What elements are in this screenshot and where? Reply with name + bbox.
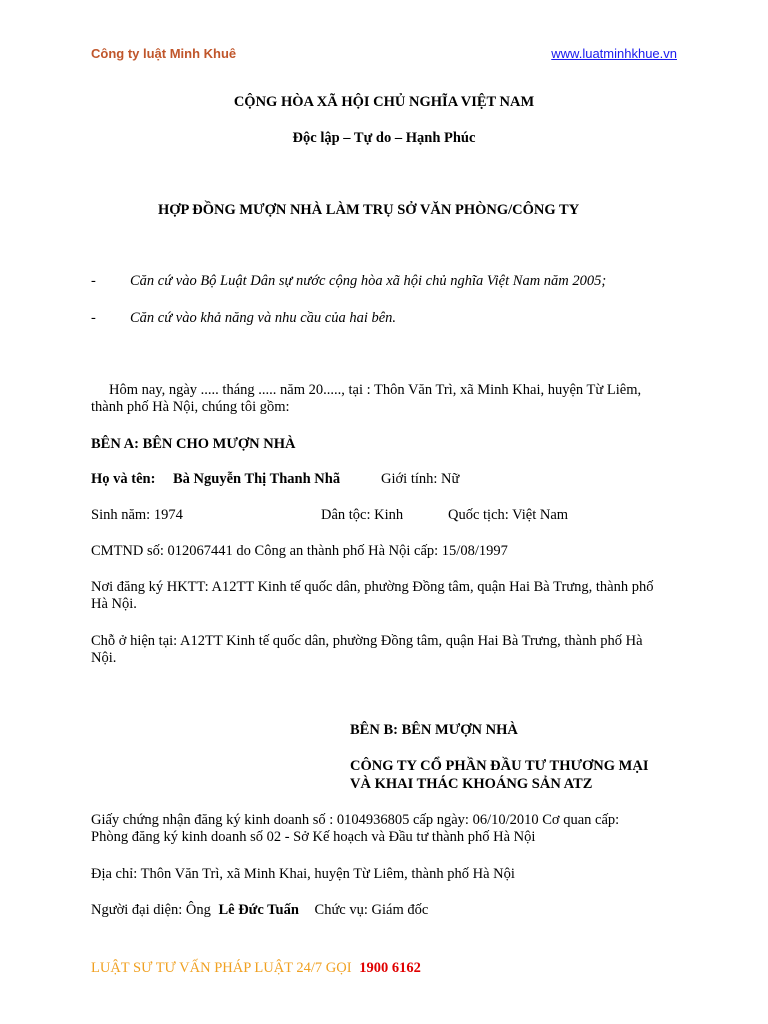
- representative-row: [91, 902, 428, 919]
- country-title: CỘNG HÒA XÃ HỘI CHỦ NGHĨA VIỆT NAM: [233, 94, 535, 110]
- registration-line-1: Nơi đăng ký HKTT: A12TT Kinh tế quốc dân, phường Đồng tâm, quận Hai Bà Trưng, thành phố: [91, 579, 654, 595]
- basis-dash-1: -: [91, 273, 96, 289]
- basis-text-1: Căn cứ vào Bộ Luật Dân sự nước cộng hòa xã hội chủ nghĩa Việt Nam năm 2005;: [130, 273, 607, 289]
- intro-line-2: thành phố Hà Nội, chúng tôi gồm:: [91, 399, 290, 415]
- address: Địa chỉ: Thôn Văn Trì, xã Minh Khai, huyện Từ Liêm, thành phố Hà Nội: [91, 866, 515, 882]
- representative-title: Chức vụ: Giám đốc: [314, 902, 429, 918]
- basis-dash-2: -: [91, 310, 96, 326]
- name-label: Họ và tên:: [91, 471, 156, 487]
- representative-name: Lê Đức Tuấn: [218, 902, 299, 918]
- party-b-company-line-2: VÀ KHAI THÁC KHOÁNG SẢN ATZ: [350, 776, 593, 792]
- motto: Độc lập – Tự do – Hạnh Phúc: [292, 130, 476, 146]
- license-line-2: Phòng đăng ký kinh doanh số 02 - Sở Kế hoạch và Đầu tư thành phố Hà Nội: [91, 829, 536, 845]
- gender: Giới tính: Nữ: [381, 471, 460, 487]
- residence-line-2: Nội.: [91, 650, 117, 666]
- party-b-heading: BÊN B: BÊN MƯỢN NHÀ: [350, 722, 518, 738]
- name-value: Bà Nguyễn Thị Thanh Nhã: [173, 471, 341, 487]
- party-b-company-line-1: CÔNG TY CỔ PHẦN ĐẦU TƯ THƯƠNG MẠI: [350, 758, 649, 774]
- footer-text: LUẬT SƯ TƯ VẤN PHÁP LUẬT 24/7 GỌI: [91, 960, 352, 976]
- footer-hotline: [91, 960, 421, 977]
- basis-text-2: Căn cứ vào khả năng và nhu cầu của hai bên.: [130, 310, 397, 326]
- intro-line-1: Hôm nay, ngày ..... tháng ..... năm 20....., tại : Thôn Văn Trì, xã Minh Khai, huyện Từ Liêm,: [109, 382, 642, 398]
- license-line-1: Giấy chứng nhận đăng ký kinh doanh số : 0104936805 cấp ngày: 06/10/2010 Cơ quan cấp:: [91, 812, 620, 828]
- representative-label: Người đại diện: Ông: [91, 902, 211, 918]
- id-card: CMTND số: 012067441 do Công an thành phố Hà Nội cấp: 15/08/1997: [91, 543, 508, 559]
- registration-line-2: Hà Nội.: [91, 596, 137, 612]
- website-link[interactable]: www.luatminhkhue.vn: [551, 46, 677, 61]
- birth-year: Sinh năm: 1974: [91, 507, 183, 523]
- residence-line-1: Chỗ ở hiện tại: A12TT Kinh tế quốc dân, phường Đồng tâm, quận Hai Bà Trưng, thành phố Hà: [91, 633, 643, 649]
- contract-title: HỢP ĐỒNG MƯỢN NHÀ LÀM TRỤ SỞ VĂN PHÒNG/CÔNG TY: [158, 202, 580, 218]
- footer-phone[interactable]: 1900 6162: [359, 960, 421, 976]
- company-name: Công ty luật Minh Khuê: [91, 46, 237, 61]
- party-a-heading: BÊN A: BÊN CHO MƯỢN NHÀ: [91, 436, 296, 452]
- nationality: Quốc tịch: Việt Nam: [448, 507, 569, 523]
- ethnicity: Dân tộc: Kinh: [321, 507, 404, 523]
